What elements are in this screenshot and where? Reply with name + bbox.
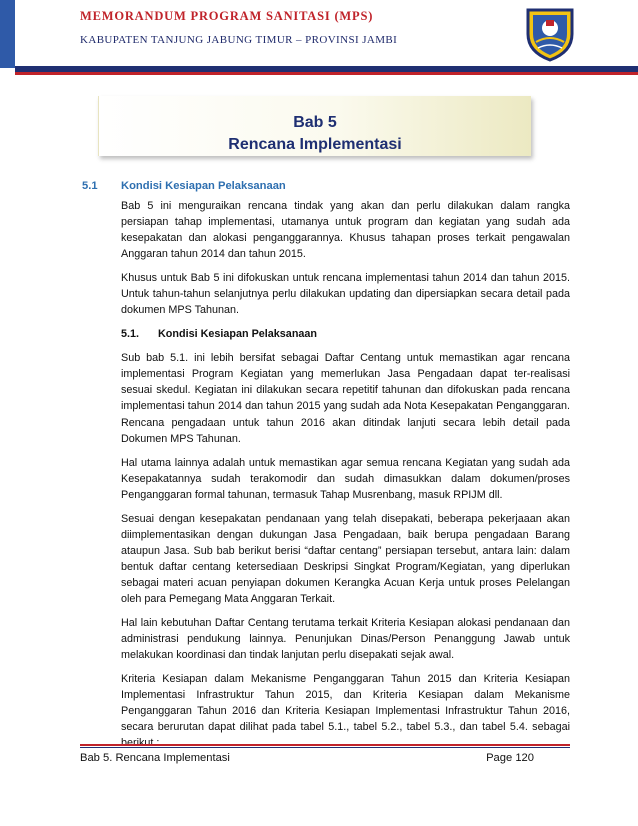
header-left-band [0, 0, 15, 68]
paragraph: Khusus untuk Bab 5 ini difokuskan untuk rencana implementasi tahun 2014 dan tahun 2015. Untuk tahun-tahun selanjutnya perlu dilakukan updating dan dipersiapkan secara detail pada dokumen MPS Tahunan. [121, 272, 570, 317]
section-number: 5.1 [82, 180, 98, 192]
subsection-number: 5.1. [121, 328, 140, 341]
header-rule-red [15, 72, 638, 75]
paragraph: Hal utama lainnya adalah untuk memastikan agar semua rencana Kegiatan yang sudah ada Kesepakatannya sudah terakomodir dan sudah dimasukkan dalam dokumen/proses Penganggaran formal tahunan, termasuk Tahap Musrenbang, masuk RPIJM dll. [121, 456, 570, 501]
header-subtitle: KABUPATEN TANJUNG JABUNG TIMUR – PROVINSI JAMBI [80, 34, 398, 46]
paragraph: Sesuai dengan kesepakatan pendanaan yang telah disepakati, beberapa pekerjaaan akan diimplementasikan dengan dukungan Jasa Pengadaan, baik berupa pengadaan Barang ataupun Jasa. Sub bab berikut berisi “daftar centang” persiapan tersebut, antara lain: dalam bentuk daftar centang ketersediaan Deskripsi Singkat Program/Kegiatan, yang diperlukan sebagai materi acuan penyiapan dokumen Kerangka Acuan Kerja untuk proses Pelelangan oleh para Pemegang Mata Anggaran Terkait. [121, 512, 570, 606]
footer-chapter-label: Bab 5. Rencana Implementasi [80, 752, 230, 764]
chapter-number: Bab 5 [293, 114, 337, 131]
regency-coat-of-arms-icon [522, 4, 578, 62]
paragraph: Sub bab 5.1. ini lebih bersifat sebagai Daftar Centang untuk memastikan agar rencana implementasi Program Kegiatan yang memerlukan Jasa Pengadaan dapat ter-realisasi sesuai skedul. Kegiatan ini dilakukan secara repetitif tahunan dan difokuskan pada rencana implementasi tahun 2014 dan tahun 2015 yang sudah ada Nota Kesepakatan Penganggaran. Rencana pengadaan untuk tahun 2016 akan ditindak lanjuti secara lebih detail pada Dokumen MPS Tahunan. [121, 352, 570, 445]
subsection-heading [121, 326, 570, 342]
subsection-title: Kondisi Kesiapan Pelaksanaan [158, 328, 318, 341]
footer-page-number: Page 120 [486, 752, 534, 764]
paragraph: Kriteria Kesiapan dalam Mekanisme Penganggaran Tahun 2015 dan Kriteria Kesiapan Implementasi Infrastruktur Tahun 2015, dan Kriteria Kesiapan dalam Mekanisme Penganggaran Tahun 2016 dan Kriteria Kesiapan Implementasi Infrastruktur Tahun 2016, secara berurutan dapat dilihat pada tabel 5.1., tabel 5.2., tabel 5.3., dan tabel 5.4. sebagai [121, 673, 570, 734]
section-title: Kondisi Kesiapan Pelaksanaan [121, 180, 286, 192]
footer-rule-red [80, 744, 570, 746]
paragraph: Hal lain kebutuhan Daftar Centang terutama terkait Kriteria Kesiapan alokasi pendanaan dan administrasi pendukung lainnya. Penunjukan Dinas/Person Penanggung Jawab untuk melakukan koordinasi dan tindak lanjutan perlu disepakati sejak awal. [121, 616, 570, 662]
paragraph: Bab 5 ini menguraikan rencana tindak yang akan dan perlu dilakukan dalam rangka persiapan tahap implementasi, utamanya untuk program dan kegiatan yang sudah ada kesepakatan dan alokasi penganggarannya. Khusus tahapan proses terkait pengawalan Anggaran tahun 2014 dan tahun 2015. [121, 200, 570, 261]
footer-rule-navy [80, 747, 570, 748]
header-title: MEMORANDUM PROGRAM SANITASI (MPS) [80, 9, 374, 23]
body-text [121, 198, 570, 759]
chapter-title: Rencana Implementasi [228, 136, 402, 153]
chapter-heading-box [98, 96, 531, 156]
